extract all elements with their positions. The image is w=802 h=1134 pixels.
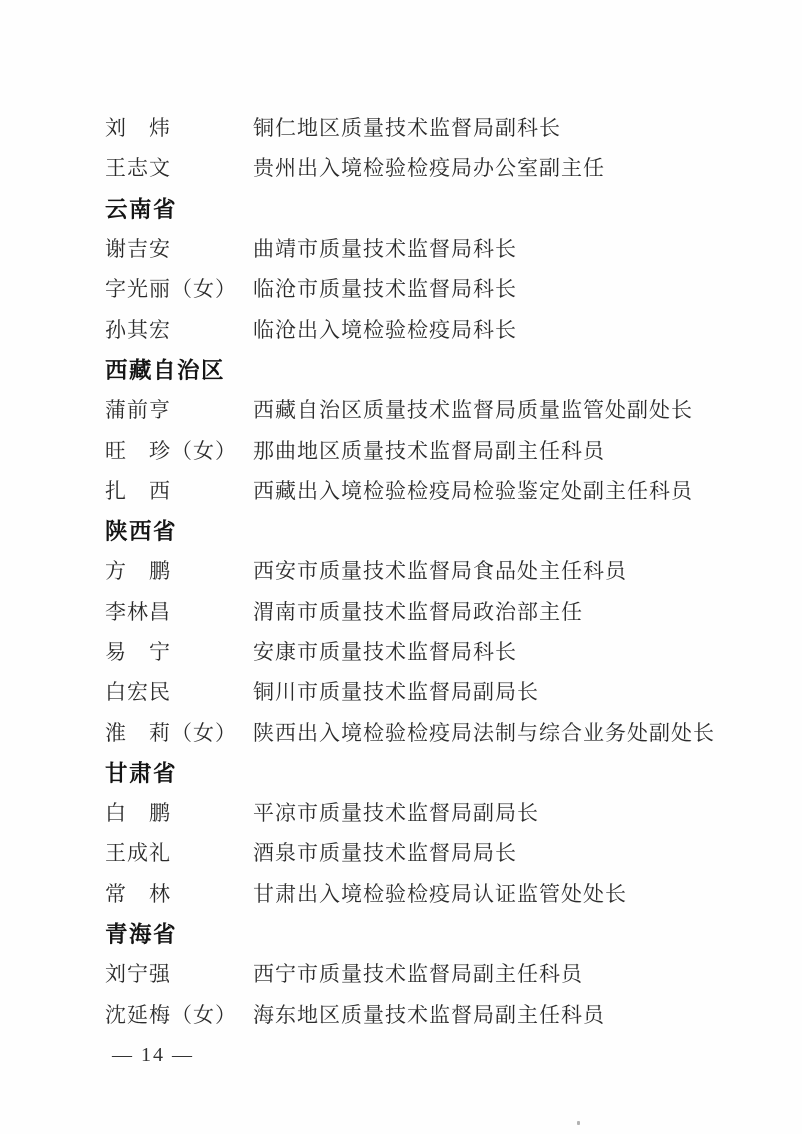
list-entry xyxy=(105,107,772,147)
list-entry xyxy=(105,832,772,872)
list-entry xyxy=(105,994,772,1034)
list-entry xyxy=(105,711,772,751)
list-entry xyxy=(105,470,772,510)
person-title: 甘肃出入境检验检疫局认证监管处处长 xyxy=(253,881,627,906)
person-name: 扎 西 xyxy=(105,478,171,503)
list-entry xyxy=(105,550,772,590)
person-name: 王志文 xyxy=(105,156,171,181)
page-number: — 14 — xyxy=(112,1044,194,1066)
list-entry xyxy=(105,389,772,429)
list-entry xyxy=(105,429,772,469)
person-title: 那曲地区质量技术监督局副主任科员 xyxy=(253,438,605,463)
person-title: 酒泉市质量技术监督局局长 xyxy=(253,841,517,866)
person-title: 西安市质量技术监督局食品处主任科员 xyxy=(253,559,627,584)
list-entry xyxy=(105,631,772,671)
list-entry xyxy=(105,268,772,308)
province-header xyxy=(105,510,772,550)
person-title: 临沧市质量技术监督局科长 xyxy=(253,277,517,302)
person-title: 西藏自治区质量技术监督局质量监管处副处长 xyxy=(253,398,693,423)
person-name: 字光丽（女） xyxy=(105,277,237,302)
person-title: 西藏出入境检验检疫局检验鉴定处副主任科员 xyxy=(253,478,693,503)
person-title: 曲靖市质量技术监督局科长 xyxy=(253,237,517,262)
person-name: 白 鹏 xyxy=(105,801,171,826)
person-name: 谢吉安 xyxy=(105,237,171,262)
person-name: 旺 珍（女） xyxy=(105,438,237,463)
scan-artifact-speck xyxy=(577,1121,580,1125)
person-name: 易 宁 xyxy=(105,640,171,664)
list-entry xyxy=(105,953,772,993)
province-header xyxy=(105,349,772,389)
person-title: 临沧出入境检验检疫局科长 xyxy=(253,317,517,342)
province-name: 青海省 xyxy=(105,922,178,948)
list-entry xyxy=(105,792,772,832)
list-entry xyxy=(105,671,772,711)
person-title: 海东地区质量技术监督局副主任科员 xyxy=(253,1002,605,1027)
province-header xyxy=(105,752,772,792)
person-name: 刘宁强 xyxy=(105,962,171,987)
person-name: 刘 炜 xyxy=(105,116,171,141)
person-title: 贵州出入境检验检疫局办公室副主任 xyxy=(253,156,605,181)
province-header xyxy=(105,188,772,228)
person-name: 常 林 xyxy=(105,881,171,906)
person-title: 平凉市质量技术监督局副局长 xyxy=(253,801,539,826)
list-entry xyxy=(105,873,772,913)
person-name: 李林昌 xyxy=(105,599,171,624)
list-entry xyxy=(105,308,772,348)
list-entry xyxy=(105,228,772,268)
person-name: 王成礼 xyxy=(105,841,171,866)
province-name: 云南省 xyxy=(105,196,178,222)
person-title: 铜仁地区质量技术监督局副科长 xyxy=(253,116,561,141)
person-name: 蒲前亨 xyxy=(105,398,171,423)
person-title: 铜川市质量技术监督局副局长 xyxy=(253,680,539,705)
person-name: 方 鹏 xyxy=(105,559,171,584)
person-name: 白宏民 xyxy=(105,680,171,705)
province-header xyxy=(105,913,772,953)
person-name: 淮 莉（女） xyxy=(105,720,237,745)
province-name: 西藏自治区 xyxy=(105,357,226,383)
list-entry xyxy=(105,591,772,631)
appointee-list xyxy=(105,107,772,1034)
person-title: 陕西出入境检验检疫局法制与综合业务处副处长 xyxy=(253,720,715,745)
province-name: 陕西省 xyxy=(105,519,178,545)
person-title: 安康市质量技术监督局科长 xyxy=(253,640,517,664)
person-title: 渭南市质量技术监督局政治部主任 xyxy=(253,599,583,624)
list-entry xyxy=(105,147,772,187)
province-name: 甘肃省 xyxy=(105,760,178,786)
person-title: 西宁市质量技术监督局副主任科员 xyxy=(253,962,583,987)
person-name: 沈延梅（女） xyxy=(105,1002,237,1027)
person-name: 孙其宏 xyxy=(105,317,171,342)
